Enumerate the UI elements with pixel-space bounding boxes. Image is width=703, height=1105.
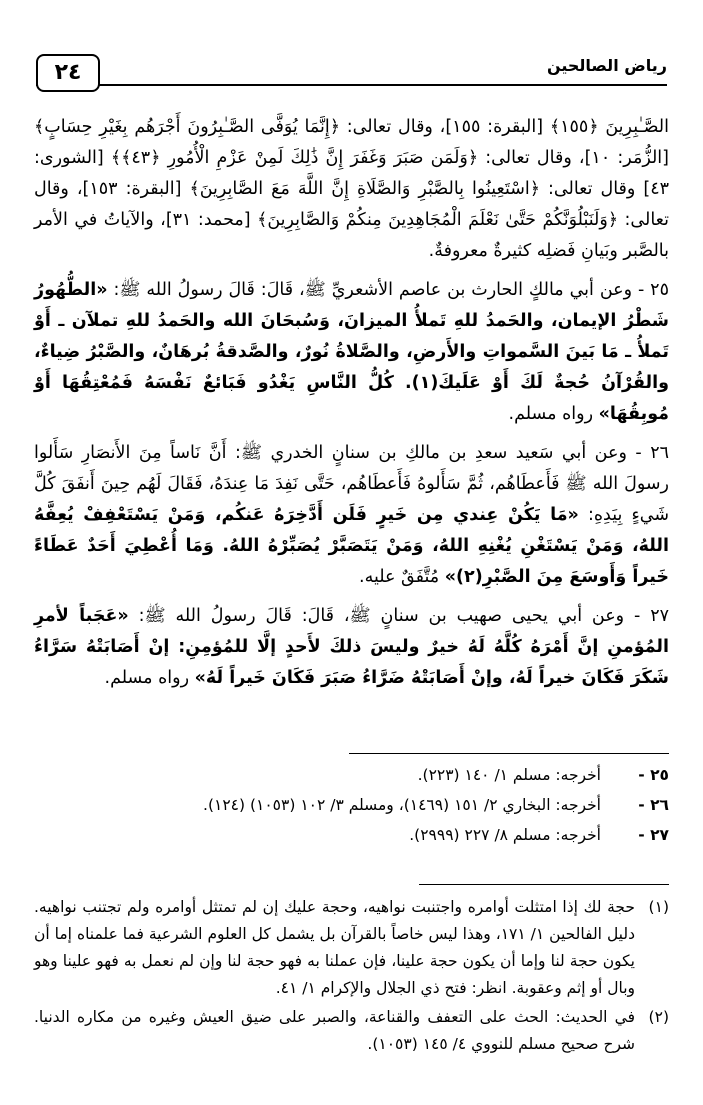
footnote-text: في الحديث: الحث على التعفف والقناعة، والصبر على ضيق العيش وغيره من مكاره الدنيا. شرح صحيح مسلم للنووي ٤/ ١٤٥ (١٠٥٣). [34, 1008, 635, 1053]
footnotes [34, 894, 669, 1060]
hadith-27-body: «عَجَباً لأمرِ المُؤمنِ إنَّ أَمْرَهُ كُلَّهُ لَهُ خيرٌ وليسَ ذلكَ لأَحدٍ إلَّا للمُؤمِنِ: إنْ أَصَابَتْهُ سَرَّاءُ شَكَرَ فَكَانَ خيراً لَهُ، وإنْ أَصَابَتْهُ ضَرَّاءُ صَبَرَ فَكَانَ خَيراً لَهُ» [34, 606, 669, 688]
footnote-item [34, 1004, 669, 1058]
reference-item [34, 820, 669, 850]
footnote-item [34, 894, 669, 1002]
main-text [34, 112, 669, 702]
page-header [36, 54, 667, 94]
reference-text: أخرجه: مسلم ١/ ١٤٠ (٢٢٣). [417, 766, 601, 784]
hadith-26 [34, 438, 669, 593]
reference-number: ٢٥ - [638, 766, 669, 784]
hadith-25-intro: ٢٥ - وعن أبي مالكٍ الحارث بن عاصم الأشعريِّ ﷺ، قَالَ: قَالَ رسولُ الله ﷺ: [113, 280, 669, 300]
hadith-25-body: «الطُّهُورُ شَطْرُ الإيمان، والحَمدُ للهِ تَملأُ الميزانَ، وَسُبحَانَ الله والحَمدُ للهِ تملآن ـ أَوْ تَملأُ ـ مَا بَينَ السَّمواتِ والأَرضِ، والصَّلاةُ نُورٌ، والصَّدقةُ بُرهَانٌ، والصَّبْرُ ضِياءٌ، والقُرْآنُ حُجةٌ لَكَ أَوْ عَلَيكَ(١). كُلُّ النَّاسِ يَغْدُو فَبَائعٌ نَفْسَهُ فَمُعْتِقُهَا أَوْ مُوبِقُهَا» [34, 280, 669, 424]
footnote-text: حجة لك إذا امتثلت أوامره واجتنبت نواهيه، وحجة عليك إن لم تمتثل أوامره ولم تجتنب نواهيه. دليل الفالحين ١/ ١٧١، وهذا ليس خاصاً بالقرآن بل يشمل كل العلوم الشرعية فما علمناه إما أن يكون حجة لنا وإما أن يكون حجة علينا، فإن عملنا به فهو حجة لنا وإن لم نعمل به فهو علينا وهو وبال أو إثم وعقوبة. انظر: فتح ذي الجلال والإكرام ١/ ٤١. [34, 898, 635, 997]
reference-item [34, 760, 669, 790]
hadith-25-source: رواه مسلم. [508, 404, 594, 424]
page-number: ٢٤ [36, 54, 100, 92]
footnote-number: (٢) [648, 1008, 669, 1026]
reference-text: أخرجه: مسلم ٨/ ٢٢٧ (٢٩٩٩). [409, 826, 601, 844]
reference-number: ٢٦ - [638, 796, 669, 814]
references-divider [349, 753, 669, 754]
hadith-26-source: مُتَّفَقٌ عليه. [359, 567, 440, 587]
hadith-25 [34, 275, 669, 430]
reference-item [34, 790, 669, 820]
header-rule [36, 84, 667, 86]
references [34, 760, 669, 850]
hadith-26-body: «مَا يَكُنْ عِندي مِن خَيرٍ فَلَن أَدَّخِرَهُ عَنكُم، وَمَنْ يَسْتَعْفِفْ يُعِفَّهُ اللهُ، وَمَنْ يَسْتَغْنِ يُغْنِهِ اللهُ، وَمَنْ يَتَصَبَّرْ يُصَبِّرْهُ اللهُ. وَمَا أُعْطِيَ أَحَدٌ عَطَاءً خَيراً وَأَوسَعَ مِنَ الصَّبْرِ(٢)» [34, 505, 669, 587]
footnotes-divider [419, 884, 669, 885]
hadith-27-intro: ٢٧ - وعن أبي يحيى صهيب بن سنانٍ ﷺ، قَالَ: قَالَ رسولُ الله ﷺ: [138, 606, 669, 626]
hadith-26-intro: ٢٦ - وعن أبي سَعيد سعدِ بن مالكِ بن سنانٍ الخدري ﷺ: أَنَّ نَاساً مِنَ الأَنصَارِ سَأَلوا رسولَ الله ﷺ فَأَعطَاهُم، ثُمَّ سَأَلوهُ فَأَعطَاهُم، حَتَّى نَفِدَ مَا عِندَهُ، فَقَالَ لَهُم حِينَ أَنفَقَ كُلَّ شَيءٍ بِيَدِهِ: [34, 443, 669, 525]
book-title: رياض الصالحين [539, 56, 667, 75]
reference-text: أخرجه: البخاري ٢/ ١٥١ (١٤٦٩)، ومسلم ٣/ ١٠٢ (١٠٥٣) (١٢٤). [203, 796, 601, 814]
intro-paragraph: الصَّـٰبِرِينَ ﴿١٥٥﴾ [البقرة: ١٥٥]، وقال تعالى: ﴿إِنَّمَا يُوَفَّى الصَّـٰبِرُونَ أَجْرَهُم بِغَيْرِ حِسَابٍ﴾ [الزُّمَر: ١٠]، وقال تعالى: ﴿وَلَمَن صَبَرَ وَغَفَرَ إِنَّ ذَٰلِكَ لَمِنْ عَزْمِ الْأُمُورِ ﴿٤٣﴾﴾ [الشورى: ٤٣] وقال تعالى: ﴿اسْتَعِينُوا بِالصَّبْرِ وَالصَّلَاةِ إِنَّ اللَّهَ مَعَ الصَّابِرِينَ﴾ [البقرة: ١٥٣]، وقال تعالى: ﴿وَلَنَبْلُوَنَّكُمْ حَتَّىٰ نَعْلَمَ الْمُجَاهِدِينَ مِنكُمْ وَالصَّابِرِينَ﴾ [محمد: ٣١]، والآياتُ في الأمر بالصَّبر وبَيانِ فَضلِه كثيرةٌ معروفةٌ. [34, 117, 669, 261]
hadith-27-source: رواه مسلم. [104, 668, 190, 688]
footnote-number: (١) [648, 898, 669, 916]
hadith-27 [34, 601, 669, 694]
reference-number: ٢٧ - [638, 826, 669, 844]
